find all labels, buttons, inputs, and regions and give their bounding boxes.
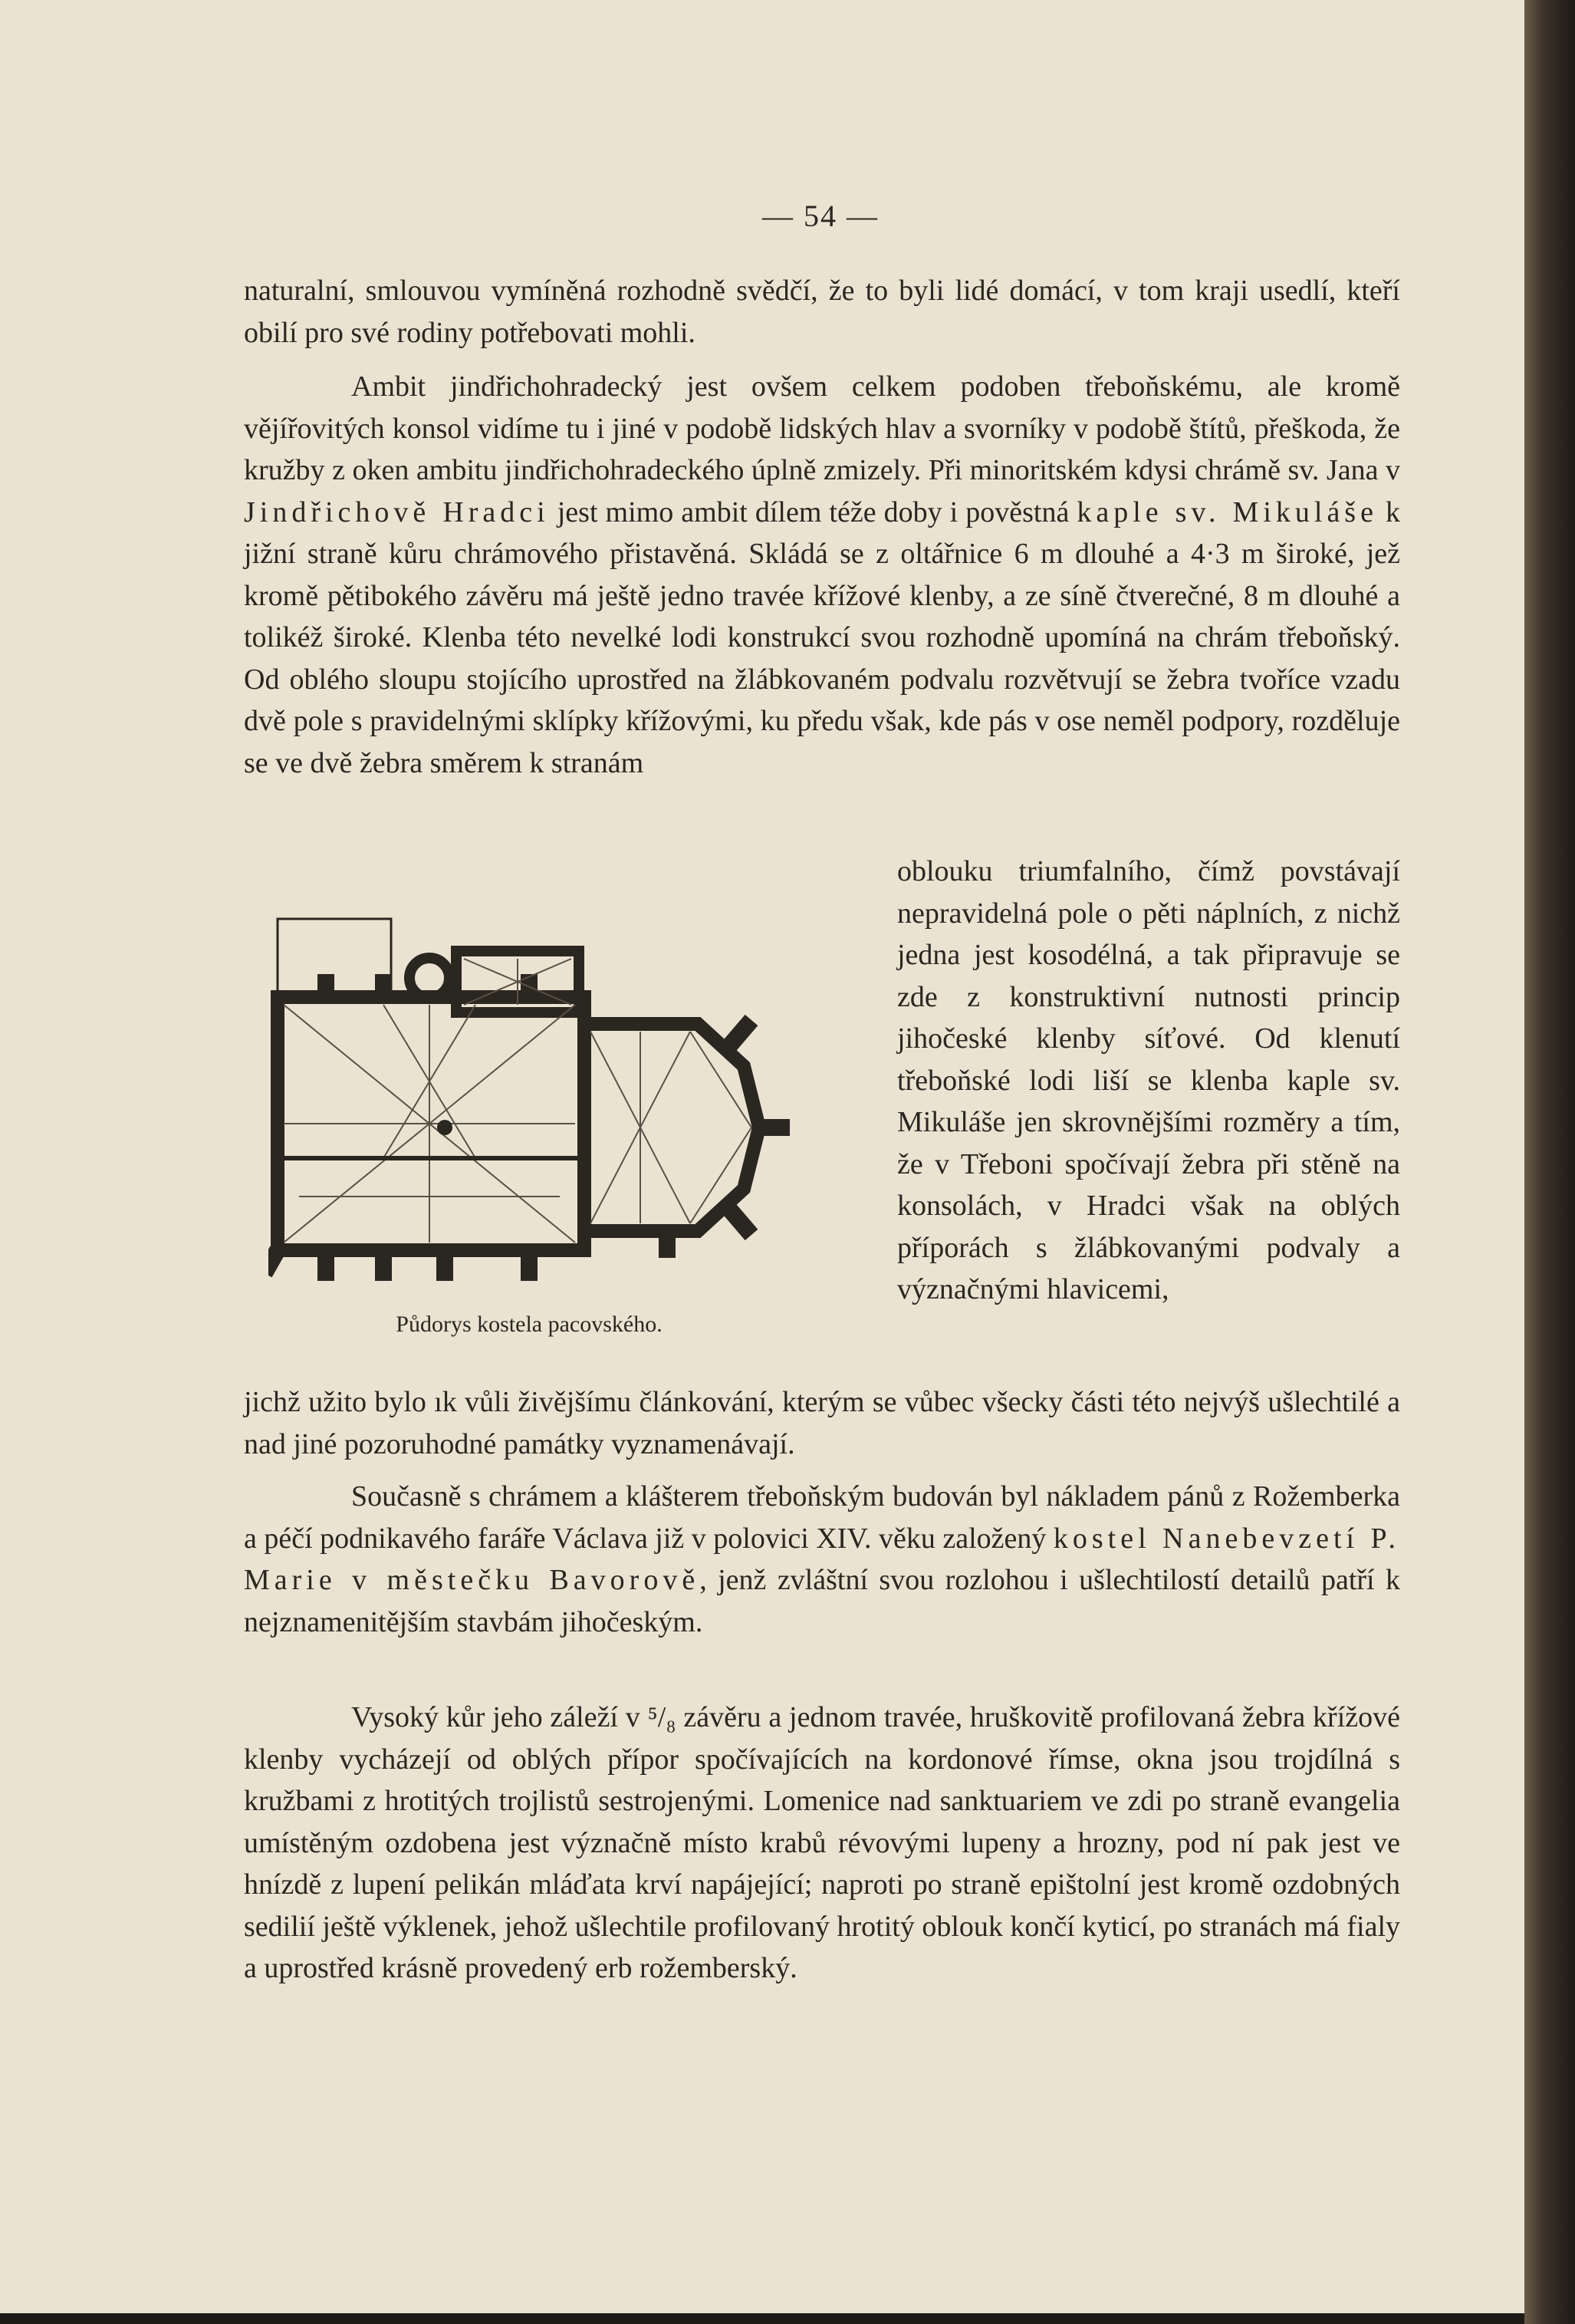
paragraph-3-text-a: Současně s chrámem a klášterem třeboňským budován byl nákladem pánů z Rožemberka a péčí podnikavého faráře Václava již v polovici XIV. věku založený [244, 1480, 1400, 1555]
book-gutter [1524, 0, 1575, 2324]
page-number: — 54 — [762, 199, 879, 233]
paragraph-2-text-a: Ambit jindřichohradecký jest ovšem celkem podoben třeboňskému, ale kromě vějířovitých konsol vidíme tu i jiné v podobě lidských hlav a svorníky v podobě štítů, přeškoda, že kružby z oken ambitu jindřichohradeckého úplně zmizely. Při minoritském kdysi chrámě sv. Jana v [244, 370, 1400, 486]
place-jindrichuv-hradec: Jindřichově Hradci [244, 495, 550, 528]
paragraph-4: Vysoký kůr jeho záleží v ⁵/₈ závěru a jednom travée, hruškovitě profilovaná žebra křížové klenby vycházejí od oblých přípor spočívajících na kordonové římse, okna jsou trojdílná s kružbami z hrotitých trojlistů sestrojenými. Lomenice nad sanktuariem ve zdi po straně evangelia umístěným ozdobena jest význačně místo krabů révovými lupeny a hrozny, pod ní pak jest ve hnízdě z lupení pelikán mláďata krví napájející; naproti po straně epištolní jest kromě ozdobných sedilií ještě výklenek, jehož ušlechtile profilovaný hrotitý oblouk končí kyticí, po stranách má fialy a uprostřed krásně provedený erb rožemberský. [244, 1701, 1401, 1984]
paragraph-2-continuation: jichž užito bylo ık vůli živějšímu článkování, kterým se vůbec všecky části této nejvýš ušlechtilé a nad jiné pozoruhodné památky vyznamenávají. [244, 1386, 1400, 1460]
paragraph-3-text-b: , jenž zvláštní svou rozlohou i ušlechtilostí detailů patří k nejznamenitějším stavbám jihočeským. [244, 1564, 1400, 1638]
chapel-st-nicholas: kaple sv. Mikuláše [1077, 495, 1378, 528]
page-bottom-edge [0, 2313, 1524, 2324]
paragraph-2-text-b: jest mimo ambit dílem téže doby i pověstná [549, 495, 1077, 528]
paragraph-1: naturalní, smlouvou vymíněná rozhodně svědčí, že to byli lidé domácí, v tom kraji usedlí, kteří obilí pro své rodiny potřebovati mohli. [244, 275, 1400, 349]
floor-plan-figure [268, 905, 882, 1304]
paragraph-2 [244, 366, 1400, 784]
paragraph-3 [244, 1476, 1400, 1643]
church-bavorov: kostel Nanebevzetí P. Marie v městečku Bavorově [244, 1522, 1400, 1596]
figure-caption: Půdorys kostela pacovského. [396, 1312, 663, 1337]
paragraph-2-text-c: k jižní straně kůru chrámového přistavěná. Skládá se z oltářnice 6 m dlouhé a 4·3 m široké, jež kromě pětibokého závěru má ještě jedno travée křížové klenby, a ze síně čtverečné, 8 m dlouhé a tolikéž široké. Klenba této nevelké lodi konstrukcí svou rozhodně upomíná na chrám třeboňský. Od oblého sloupu stojícího uprostřed na žlábkovaném podvalu rozvětvují se žebra tvoříce vzadu dvě pole s pravidelnými sklípky křížovými, ku předu však, kde pás v ose neměl podpory, rozděluje se ve dvě žebra směrem k stranám [244, 495, 1401, 779]
figure-side-text: oblouku triumfalního, čímž povstávají nepravidelná pole o pěti náplních, z nichž jedna jest kosodélná, a tak připravuje se zde z konstruktivní nutnosti princip jihočeské klenby síťové. Od klenutí třeboňské lodi liší se klenba kaple sv. Mikuláše jen skrovnějšími rozměry a tím, že v Třeboni spočívají žebra při stěně na konsolách, v Hradci však na oblých příporách s žlábkovanými podvaly a význačnými hlavicemi, [897, 855, 1400, 1305]
